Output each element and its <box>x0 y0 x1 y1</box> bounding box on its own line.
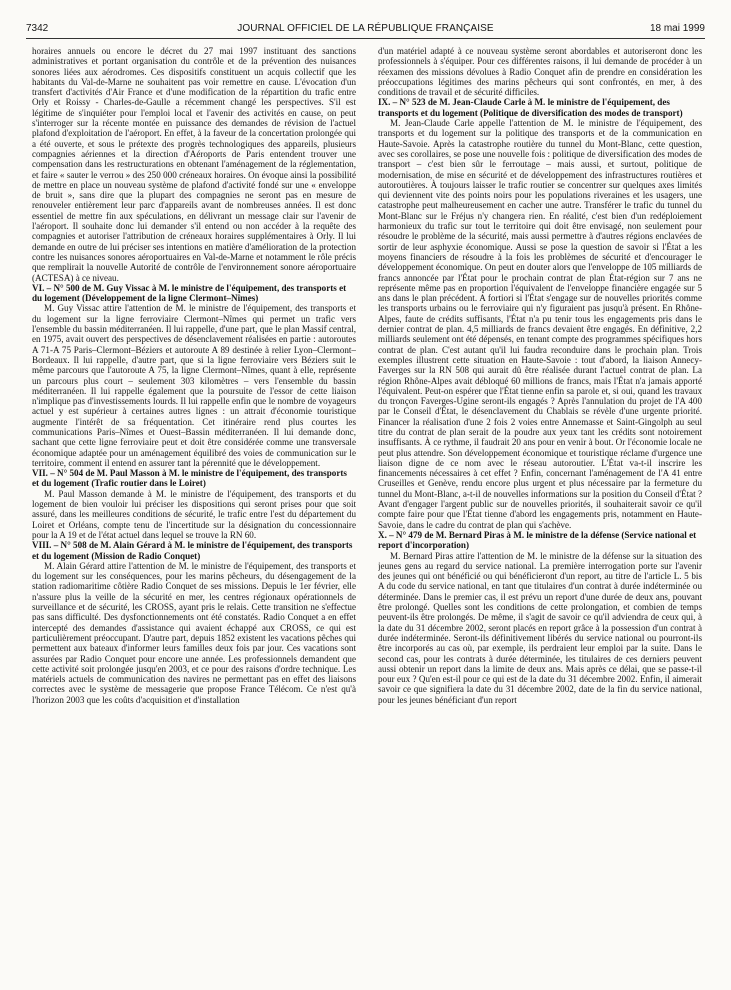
question-heading-523: IX. – N° 523 de M. Jean-Claude Carle à M. le ministre de l'équipement, des transports et du logement (Politique de diversification des modes de transport) <box>378 97 683 118</box>
continued-paragraph-right: d'un matériel adapté à ce nouveau système seront abordables et autoriseront donc les professionnels à s'équiper. Pour ces différentes raisons, il lui demande de procéder à un réexamen des missions dévolues à Radio Conquet afin de prendre en considération les préoccupations légitimes des marins pêcheurs qui sont confrontés, en mer, à des conditions de travail et de sécurité difficiles. <box>378 46 702 98</box>
right-column <box>378 46 702 982</box>
question-heading-508: VIII. – N° 508 de M. Alain Gérard à M. le ministre de l'équipement, des transports et du logement (Mission de Radio Conquet) <box>32 540 353 561</box>
journal-title: JOURNAL OFFICIEL DE LA RÉPUBLIQUE FRANÇAISE <box>237 23 494 34</box>
question-text-504: M. Paul Masson demande à M. le ministre de l'équipement, des transports et du logement de bien vouloir lui préciser les dispositions qui seront prises pour que soit assuré, dans les meilleures conditions de sécurité, le trafic entre l'est du département du Loiret et Orléans, compte tenu de l'incertitude sur la désignation du concessionnaire pour la A 19 et de l'état actuel dans lequel se trouve la RN 60. <box>32 488 356 540</box>
question-heading-504: VII. – N° 504 de M. Paul Masson à M. le ministre de l'équipement, des transports et du logement (Trafic routier dans le Loiret) <box>32 468 347 489</box>
page-header <box>26 22 705 39</box>
question-text-500: M. Guy Vissac attire l'attention de M. le ministre de l'équipement, des transports et du logement sur la ligne ferroviaire Clermont–Nîmes qui permet un trafic vers l'ensemble du bassin méditerranéen. Il lui rappelle, d'une part, que le plan Massif central, en 1975, avait ouvert des perspectives de désenclavement réalisées en partie : autoroutes A 71-A 75 Paris–Clermont–Béziers et autoroute A 89 destinée à relier Lyon–Clermont–Bordeaux. Il lui rappelle, d'autre part, que si la ligne ferroviaire vers Béziers suit le même parcours que l'autoroute A 75, la ligne Clermont–Nîmes, quant à elle, représente un parcours plus court – seulement 303 kilomètres – vers l'ensemble du bassin méditerranéen. Il lui rappelle également que la poursuite de l'essor de cette liaison n'implique pas d'investissements lourds. Il lui rappelle enfin que le nombre de voyageurs actuel y est supérieur à certaines autres lignes : un attrait d'économie touristique augmente l'intérêt de sa fréquentation. Cet itinéraire rend plus courtes les communications Paris–Nîmes et Ouest–Bassin méditerranéen. Il lui demande donc, sachant que cette ligne ferroviaire peut et doit être considérée comme une transversale économique adaptée pour un aménagement équilibré des voies de communication sur le territoire, comment il entend en assurer tant la pérennité que le développement. <box>32 303 356 468</box>
question-text-523: M. Jean-Claude Carle appelle l'attention de M. le ministre de l'équipement, des transports et du logement sur la politique des transports et de la communication en Haute-Savoie. Après la catastrophe routière du tunnel du Mont-Blanc, cette question, avec ses corollaires, se pose une nouvelle fois : politique de diversification des modes de transport – c'est bien sûr le ferroutage – mais aussi, et surtout, politique de modernisation, de mise en sécurité et de développement des infrastructures routières et autoroutières. À toujours laisser le trafic routier se concentrer sur quelques axes limités qui deviennent vite des points noirs pour les populations riveraines et les usagers, une catastrophe peut malheureusement en cacher une autre. Transférer le trafic du tunnel du Mont-Blanc sur le Fréjus n'y changera rien. En réalité, c'est bien d'un redéploiement harmonieux du trafic sur tout le territoire qui doit être envisagé, non seulement pour résoudre le problème de la sécurité, mais aussi permettre à d'autres régions enclavées de sortir de leur asphyxie économique. Aussi se pose la question de savoir si l'État a les moyens financiers de résoudre à la fois les problèmes de sécurité et d'encourager le développement économique. On peut en douter alors que l'enveloppe de 105 milliards de francs annoncée par l'État pour le prochain contrat de plan État-région sur 7 ans ne représente même pas en proportion l'équivalent de l'enveloppe financière engagée sur 5 ans dans le plan précédent. A fortiori si l'État s'engage sur de nouvelles priorités comme les transports urbains ou le ferroviaire qui n'y figuraient pas jusqu'à présent. En Rhône-Alpes, faute de crédits suffisants, l'État n'a pu tenir tous les engagements pris dans le dernier contrat de plan. 4,5 milliards de francs devaient être engagés. En définitive, 2,2 milliards seulement ont été dépensés, en tenant compte des programmes spécifiques hors contrat de plan. C'est autant qu'il lui faudra reconduire dans le prochain plan. Trois exemples illustrent cette situation en Haute-Savoie : tout d'abord, la liaison Annecy-Faverges sur la RN 508 qui aurait dû être réalisée durant l'actuel contrat de plan. La région Rhône-Alpes avait débloqué 60 millions de francs, mais l'État n'a jamais apporté l'équivalent. Peut-on espérer que l'État tienne enfin sa parole et, si oui, quand les travaux du tronçon Faverges-Ugine seront-ils engagés ? Après l'annulation du projet de l'A 400 par le Conseil d'État, le désenclavement du Chablais se révèle d'une urgente priorité. Financer la réalisation d'une 2 fois 2 voies entre Annemasse et Saint-Gingolph au seul titre du contrat de plan serait de la poudre aux yeux tant les crédits sont notoirement insuffisants. À ce rythme, il faudrait 20 ans pour en venir à bout. Or l'économie locale ne peut plus attendre. Son développement économique et touristique réclame d'urgence une liaison digne de ce nom avec le réseau autoroutier. L'État va-t-il inscrire les financements nécessaires à cet effet ? Enfin, concernant l'aménagement de l'A 41 entre Cruseilles et Genève, rendu encore plus urgent et plus nécessaire par la fermeture du tunnel du Mont-Blanc, a-t-il de nouvelles informations sur la position du Conseil d'État ? Avant d'engager l'argent public sur de nouvelles priorités, il souhaiterait savoir ce qu'il compte faire pour que l'État tienne d'abord les engagements pris, notamment en Haute-Savoie, dans le cadre du contrat de plan qui s'achève. <box>378 118 702 530</box>
question-text-479: M. Bernard Piras attire l'attention de M. le ministre de la défense sur la situation des jeunes gens au regard du service national. La première interrogation porte sur l'avenir des jeunes qui ont bénéficié ou qui bénéficieront d'un report, au titre de l'article L. 5 bis A du code du service national, en tant que titulaires d'un contrat à durée indéterminée ou déterminée. Dans le premier cas, il est prévu un report d'une durée de deux ans, pouvant être prolongé. Quelles sont les conditions de cette prolongation, et combien de temps peuvent-ils être prolongés. De même, il s'agit de savoir ce qu'il adviendra de ceux qui, à la date du 31 décembre 2002, seront placés en report grâce à la possession d'un contrat à durée indéterminée. Seront-ils définitivement libérés du service national ou pourront-ils être incorporés au cas où, par exemple, ils perdraient leur emploi par la suite. Dans le second cas, pour les contrats à durée déterminée, les titulaires de ces derniers peuvent aussi obtenir un report dans la limite de deux ans. Mais après ce délai, que se passe-t-il pour eux ? Qu'en est-il pour ce qui est de la date du 31 décembre 2002. Enfin, il aimerait savoir ce que signifiera la date du 31 décembre 2002, date de la fin du service national, pour les jeunes bénéficiant d'un report <box>378 550 702 705</box>
question-text-508: M. Alain Gérard attire l'attention de M. le ministre de l'équipement, des transports et du logement sur les conséquences, pour les marins pêcheurs, du désengagement de la station radiomaritime côtière Radio Conquet de ses missions. Depuis le 1er février, elle n'assure plus la veille de la sécurité en mer, les centres régionaux opérationnels de surveillance et de sécurité, les CROSS, ayant pris le relais. Cette transition ne s'effectue pas sans difficulté. Des dysfonctionnements ont été constatés. Radio Conquet a en effet intercepté des demandes d'assistance qui avaient échappé aux CROSS, ce qui est particulièrement préoccupant. D'autre part, depuis 1852 existent les vacations pêches qui permettent aux bateaux d'informer leurs familles deux fois par jour. Ces vacations sont assurées par Radio Conquet pour encore une année. Les professionnels demandent que cette activité soit prolongée jusqu'en 2003, et ce pour des raisons d'ordre technique. Les matériels actuels de communication des navires ne permettant pas en effet des liaisons correctes avec le système de messagerie que propose France Télécom. Ce n'est qu'à l'horizon 2003 que les coûts d'acquisition et d'installation <box>32 560 356 705</box>
question-heading-479: X. – N° 479 de M. Bernard Piras à M. le ministre de la défense (Service national et report d'incorporation) <box>378 529 697 551</box>
question-heading-500: VI. – N° 500 de M. Guy Vissac à M. le ministre de l'équipement, des transports et du logement (Développement de la ligne Clermont–Nîmes) <box>32 282 347 304</box>
publication-date: 18 mai 1999 <box>649 23 705 34</box>
page-number: 7342 <box>26 23 49 34</box>
left-column <box>32 46 356 982</box>
continued-paragraph: horaires annuels ou encore le décret du 27 mai 1997 instituant des sanctions administratives et portant organisation du contrôle et de la prévention des nuisances sonores liées aux aérodromes. Ces dispositifs constituent un acquis collectif que les habitants du Val-de-Marne ne souhaitent pas voir remettre en cause. L'évocation d'un transfert d'activités d'Air France et d'une modification de la répartition du trafic entre Orly et Roissy - Charles-de-Gaulle a récemment changé les perspectives. S'il est légitime de s'inquiéter pour l'emploi local et l'avenir des activités en cause, on peut s'interroger sur la récente montée en puissance des demandes de révision de l'actuel plafond d'exploitation de l'aéroport. En effet, à la faveur de la concertation prolongée qui a été ouverte, et sous le prétexte des progrès technologiques des appareils, plusieurs compagnies aériennes et la direction d'Aéroports de Paris entendent trouver une compensation dans les restructurations en obtenant l'aménagement de la réglementation, et faire « sauter le verrou » des 250 000 créneaux horaires. On évoque ainsi la possibilité de mettre en place un nouveau système de plafond d'activité fondé sur une « enveloppe de bruit », sans dire que la plupart des compagnies ne seront pas en mesure de renouveler entièrement leur parc d'appareils avant de nombreuses années. Il est donc essentiel de mettre fin aux spéculations, en délivrant un message clair sur l'avenir de l'aéroport. Il souhaite donc lui demander s'il entend ou non accéder à la requête des compagnies et autoriser l'attribution de créneaux horaires supplémentaires à Orly. Il lui demande en outre de lui préciser ses intentions en matière d'amélioration de la protection contre les nuisances sonores aéroportuaires en Val-de-Marne et notamment le rôle précis que remplirait la nouvelle Autorité de contrôle de l'environnement sonore aéroportuaire (ACTESA) à ce niveau. <box>32 46 356 283</box>
